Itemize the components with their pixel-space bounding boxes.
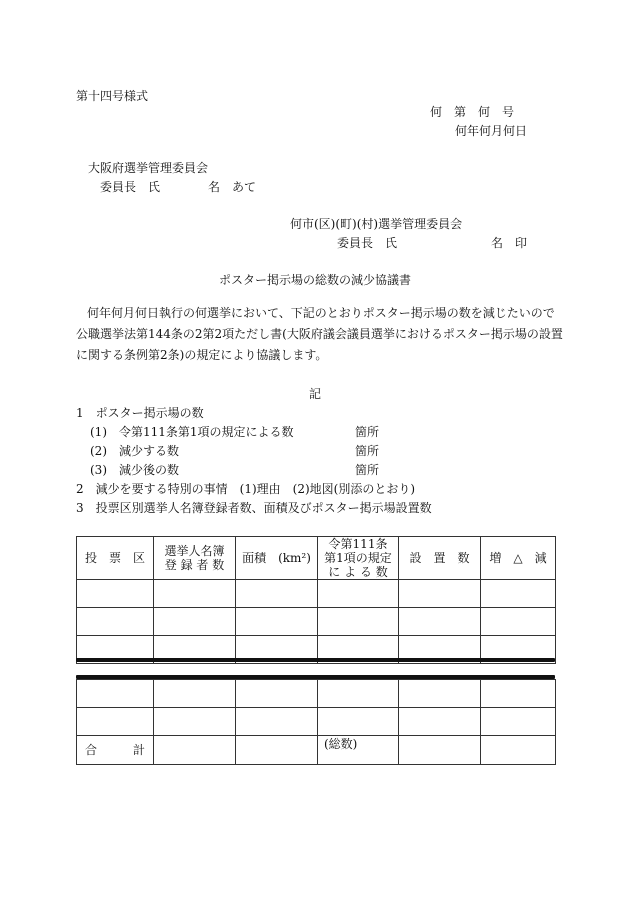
header-district: 投 票 区	[77, 537, 154, 580]
header-registered-voters: 選挙人名簿 登 録 者 数	[154, 537, 236, 580]
table-cell	[154, 736, 236, 765]
sub-item-label: 減少する数	[119, 444, 180, 458]
table-cell	[77, 580, 154, 608]
table-header-row	[77, 537, 556, 580]
table-cell	[77, 680, 154, 708]
table-cell	[154, 708, 236, 736]
form-number: 第十四号様式	[76, 89, 149, 103]
table-cell	[318, 608, 399, 636]
body-line: に関する条例第2条)の規定により協議します。	[76, 348, 328, 362]
item-3: 3 投票区別選挙人名簿登録者数、面積及びポスター掲示場設置数	[76, 501, 432, 515]
table-cell	[399, 608, 481, 636]
table-cell	[481, 608, 556, 636]
sender-chair-suffix: 名 印	[491, 236, 528, 250]
table-row	[77, 608, 556, 636]
table-cell	[236, 736, 318, 765]
item-1: 1 ポスター掲示場の数	[76, 406, 204, 420]
sub-item-number: (2)	[90, 444, 107, 458]
table-row	[77, 580, 556, 608]
table-cell	[154, 580, 236, 608]
body-line: 何年何月何日執行の何選挙において、下記のとおりポスター掲示場の数を減じたいので	[87, 306, 555, 320]
header-installed-count: 設 置 数	[399, 537, 481, 580]
sub-item-label: 減少後の数	[119, 463, 180, 477]
sub-item-unit: 箇所	[355, 463, 380, 477]
total-label: 合 計	[77, 736, 154, 765]
district-table-lower	[76, 679, 556, 765]
table-break-line	[76, 658, 555, 662]
recipient-chair-prefix: 委員長 氏	[100, 180, 161, 194]
sub-item-unit: 箇所	[355, 425, 380, 439]
header-area: 面積 (km²)	[236, 537, 318, 580]
table-cell	[236, 580, 318, 608]
table-cell	[481, 736, 556, 765]
document-number: 何 第 何 号	[430, 105, 515, 119]
sub-item-unit: 箇所	[355, 444, 380, 458]
document-title: ポスター掲示場の総数の減少協議書	[218, 273, 411, 287]
district-table-upper	[76, 536, 556, 664]
table-cell	[236, 608, 318, 636]
table-cell	[481, 708, 556, 736]
sub-item-number: (1)	[90, 425, 107, 439]
sender-chair-prefix: 委員長 氏	[337, 236, 398, 250]
item-2: 2 減少を要する特別の事情 (1)理由 (2)地図(別添のとおり)	[76, 482, 415, 496]
table-cell	[399, 680, 481, 708]
table-cell	[318, 708, 399, 736]
recipient-org: 大阪府選挙管理委員会	[88, 161, 209, 175]
table-cell	[77, 708, 154, 736]
sender-org: 何市(区)(町)(村)選挙管理委員会	[290, 217, 463, 231]
table-total-row	[77, 736, 556, 765]
table-cell	[399, 736, 481, 765]
sub-item-number: (3)	[90, 463, 107, 477]
table-cell	[318, 680, 399, 708]
document-date: 何年何月何日	[455, 124, 528, 138]
table-cell	[236, 680, 318, 708]
table-cell	[77, 608, 154, 636]
recipient-chair-suffix: 名 あて	[208, 180, 257, 194]
body-paragraph	[76, 303, 563, 366]
table-cell	[236, 708, 318, 736]
table-row	[77, 680, 556, 708]
body-line: 公職選挙法第144条の2第2項ただし書(大阪府議会議員選挙におけるポスター掲示場の設置	[76, 327, 563, 341]
table-cell	[399, 580, 481, 608]
ki-heading: 記	[308, 387, 321, 401]
table-cell	[154, 680, 236, 708]
table-cell	[399, 708, 481, 736]
table-cell	[318, 580, 399, 608]
table-row	[77, 708, 556, 736]
sub-item-label: 令第111条第1項の規定による数	[119, 425, 294, 439]
header-change: 増 △ 減	[481, 537, 556, 580]
header-statutory-count: 令第111条 第1項の規定 に よ る 数	[318, 537, 399, 580]
total-note: (総数)	[318, 736, 399, 765]
table-cell	[481, 580, 556, 608]
table-cell	[154, 608, 236, 636]
table-cell	[481, 680, 556, 708]
